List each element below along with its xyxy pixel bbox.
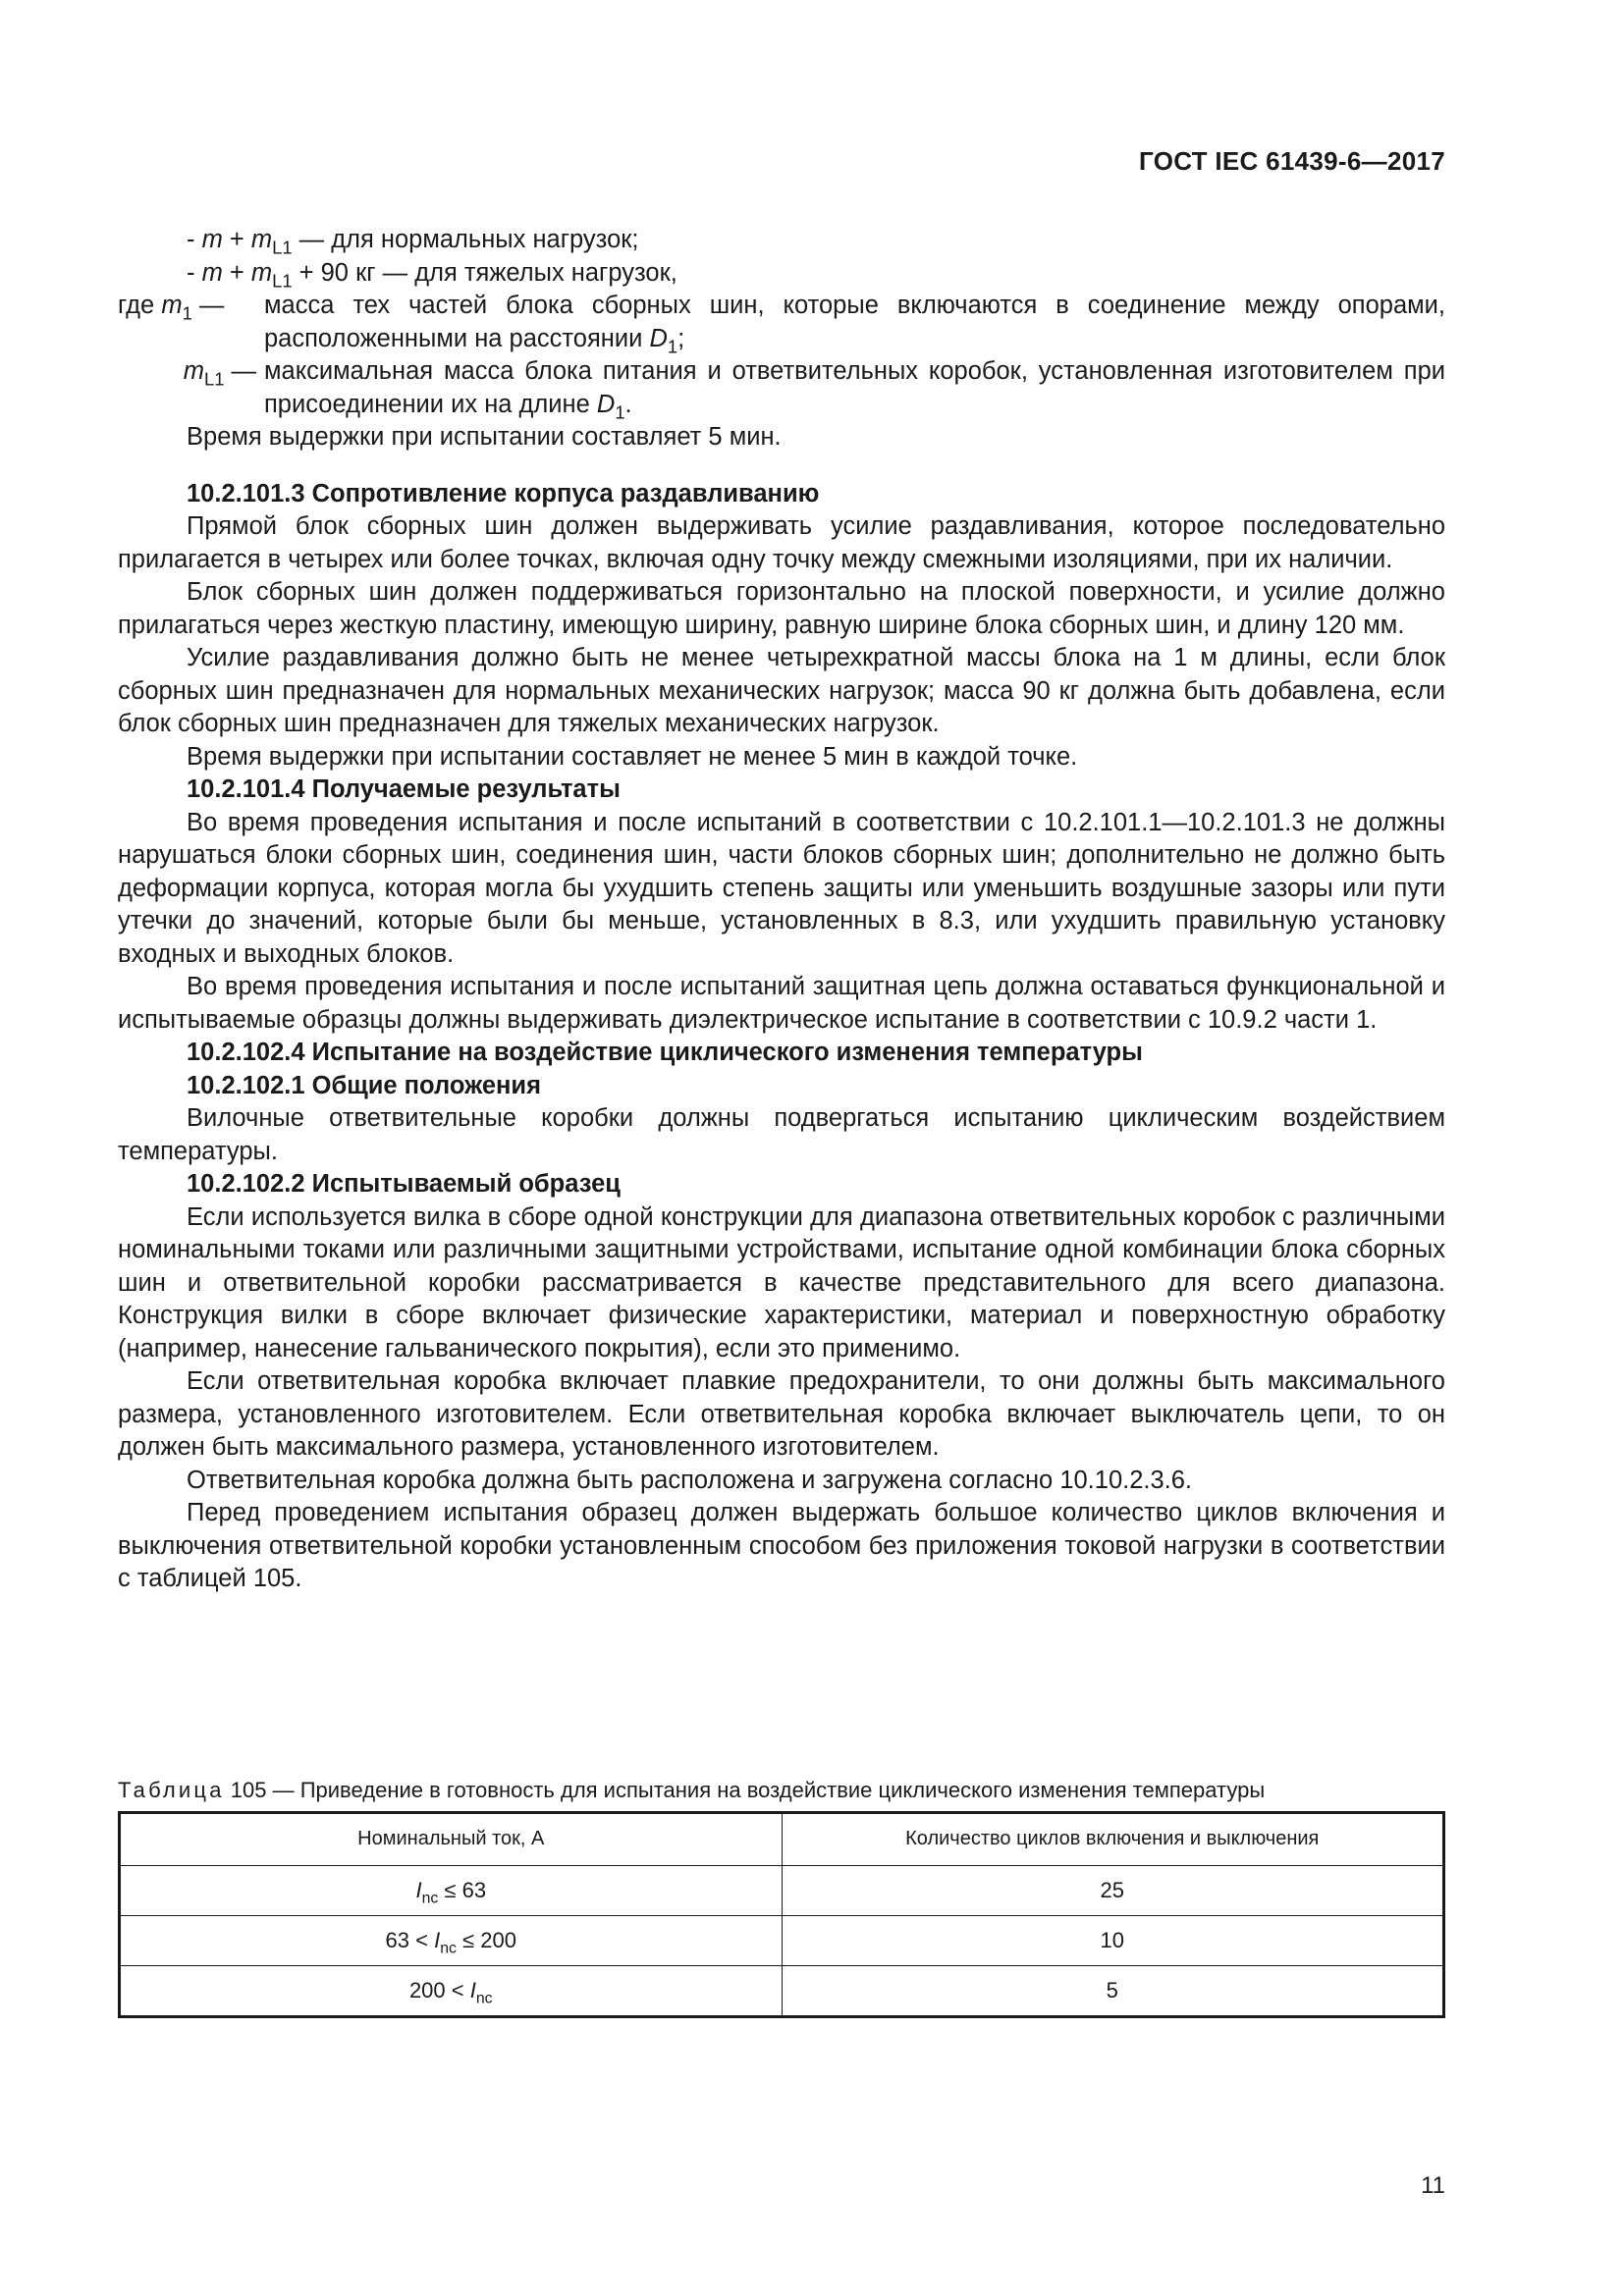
- page-number: 11: [1421, 2172, 1445, 2199]
- paragraph: Во время проведения испытания и после испытаний в соответствии с 10.2.101.1—10.2.101.3 не должны нарушаться блоки сборных шин, соединения шин, части блоков сборных шин; дополнительно не должно быть деформации корпуса, которая могла бы ухудшить степень защиты или уменьшить воздушные зазоры или пути утечки до значений, которые были бы меньше, установленных в 8.3, или ухудшить правильную установку входных и выходных блоков.: [118, 808, 1445, 968]
- table-row: [120, 1866, 1444, 1916]
- rated-current-cell: $I_{nc} \le 63$: [120, 1866, 783, 1916]
- rated-current-cell: $63 < I_{nc} \le 200$: [120, 1916, 783, 1966]
- normal-load-formula: - $m + m_{L1}$ — для нормальных нагрузок;: [187, 226, 639, 258]
- paragraph: Во время проведения испытания и после испытаний защитная цепь должна оставаться функциональной и испытываемые образцы должны выдерживать диэлектрическое испытание в соответствии с 10.9.2 части 1.: [118, 973, 1445, 1034]
- section-heading: 10.2.102.4 Испытание на воздействие циклического изменения температуры: [187, 1039, 1143, 1066]
- table-row: [120, 1916, 1444, 1966]
- heavy-load-formula: - $m + m_{L1} + 90$ кг — для тяжелых нагрузок,: [187, 258, 677, 291]
- table-header-row: [120, 1813, 1444, 1866]
- paragraph: Прямой блок сборных шин должен выдерживать усилие раздавливания, которое последовательно прилагается в четырех или более точках, включая одну точку между смежными изоляциями, при их наличии.: [118, 512, 1445, 573]
- paragraph: Время выдержки при испытании составляет не менее 5 мин в каждой точке.: [187, 742, 1078, 771]
- section-heading: 10.2.102.1 Общие положения: [187, 1071, 541, 1099]
- column-header-cycles: Количество циклов включения и выключения: [782, 1813, 1444, 1866]
- table-caption: Таблица 105 — Приведение в готовность для испытания на воздействие циклического изменения температуры: [118, 1778, 1266, 1802]
- paragraph: Если ответвительная коробка включает плавкие предохранители, то они должны быть максимального размера, установленного изготовителем. Если ответвительная коробка включает выключатель цепи, то он должен быть максимального размера, установленного изготовителем.: [118, 1367, 1445, 1461]
- table-105: [118, 1811, 1445, 2018]
- table-row: [120, 1966, 1444, 2017]
- paragraph: Ответвительная коробка должна быть расположена и загружена согласно 10.10.2.3.6.: [187, 1466, 1193, 1494]
- rated-current-cell: $200 < I_{nc}$: [120, 1966, 783, 2017]
- section-heading: 10.2.101.3 Сопротивление корпуса раздавливанию: [187, 479, 820, 507]
- paragraph: Перед проведением испытания образец должен выдержать большое количество циклов включения и выключения ответвительной коробки установленным способом без приложения токовой нагрузки в соответствии с таблицей 105.: [118, 1499, 1445, 1592]
- document-body: [118, 224, 1445, 1596]
- section-heading: 10.2.102.2 Испытываемый образец: [187, 1170, 621, 1198]
- paragraph: Блок сборных шин должен поддерживаться горизонтально на плоской поверхности, и усилие должно прилагаться через жесткую пластину, имеющую ширину, равную ширине блока сборных шин, и длину 120 мм.: [118, 578, 1445, 639]
- document-designation: ГОСТ IEC 61439-6—2017: [1139, 146, 1445, 176]
- paragraph: Если используется вилка в сборе одной конструкции для диапазона ответвительных коробок с различными номинальными токами или различными защитными устройствами, испытание одной комбинации блока сборных шин и ответвительной коробки рассматривается в качестве представительного для всего диапазона. Конструкция вилки в сборе включает физические характеристики, материал и поверхностную обработку (например, нанесение гальванического покрытия), если это применимо.: [118, 1202, 1445, 1362]
- paragraph: Вилочные ответвительные коробки должны подвергаться испытанию циклическим воздействием температуры.: [118, 1104, 1445, 1165]
- section-heading: 10.2.101.4 Получаемые результаты: [187, 775, 621, 803]
- cycles-cell: 10: [782, 1916, 1444, 1966]
- cycles-cell: 25: [782, 1866, 1444, 1916]
- cycles-cell: 5: [782, 1966, 1444, 2017]
- definition-mL1: $m_{L1}$ — максимальная масса блока питания и ответвительных коробок, установленная изготовителем при присоединении их на длине $D_1$.: [183, 357, 1445, 422]
- definition-m1: где $m_1$ — масса тех частей блока сборных шин, которые включаются в соединение между опорами, расположенными на расстоянии $D_1$;: [118, 292, 1445, 356]
- document-page: [118, 0, 1445, 2296]
- paragraph: Усилие раздавливания должно быть не менее четырехкратной массы блока на 1 м длины, если блок сборных шин предназначен для нормальных механических нагрузок; масса 90 кг должна быть добавлена, если блок сборных шин предназначен для тяжелых механических нагрузок.: [118, 644, 1445, 737]
- hold-time-paragraph: Время выдержки при испытании составляет 5 мин.: [187, 423, 782, 451]
- column-header-rated-current: Номинальный ток, А: [120, 1813, 783, 1866]
